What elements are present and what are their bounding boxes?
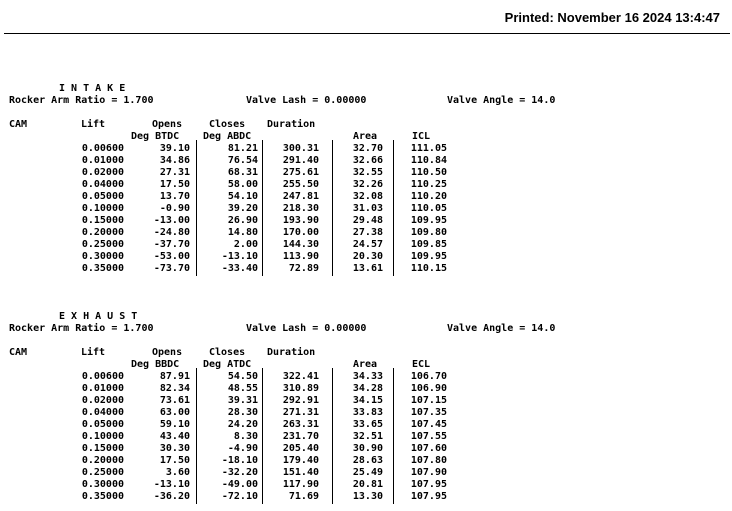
duration-cell: 170.00 <box>282 227 319 238</box>
closes-cell: 8.30 <box>233 431 258 442</box>
area-cell: 32.66 <box>352 155 383 166</box>
intake-col-closes-unit: Deg ABDC <box>203 131 252 142</box>
exhaust-col-closes: Closes <box>209 347 246 358</box>
area-cell: 32.70 <box>352 143 383 154</box>
duration-cell: 292.91 <box>282 395 319 406</box>
lift-cell: 0.01000 <box>81 383 124 394</box>
opens-cell: 87.91 <box>159 371 190 382</box>
lift-cell: 0.30000 <box>81 251 124 262</box>
opens-cell: -0.90 <box>159 203 190 214</box>
area-cell: 20.81 <box>352 479 383 490</box>
closes-cell: 24.20 <box>227 419 258 430</box>
centerline-cell: 110.20 <box>410 191 447 202</box>
exhaust-col-closes-unit: Deg ATDC <box>203 359 252 370</box>
centerline-cell: 106.70 <box>410 371 447 382</box>
duration-cell: 144.30 <box>282 239 319 250</box>
closes-cell: -4.90 <box>227 443 258 454</box>
opens-cell: 3.60 <box>165 467 190 478</box>
lift-cell: 0.10000 <box>81 203 124 214</box>
area-cell: 13.30 <box>352 491 383 502</box>
opens-cell: 34.86 <box>159 155 190 166</box>
closes-cell: 76.54 <box>227 155 258 166</box>
table-row <box>9 407 469 419</box>
closes-cell: -33.40 <box>221 263 258 274</box>
opens-cell: -24.80 <box>153 227 190 238</box>
closes-cell: 2.00 <box>233 239 258 250</box>
closes-cell: -13.10 <box>221 251 258 262</box>
duration-cell: 231.70 <box>282 431 319 442</box>
opens-cell: -53.00 <box>153 251 190 262</box>
opens-cell: 73.61 <box>159 395 190 406</box>
opens-cell: 63.00 <box>159 407 190 418</box>
table-row <box>9 251 469 263</box>
intake-title: I N T A K E <box>59 83 126 94</box>
closes-cell: 26.90 <box>227 215 258 226</box>
header-divider <box>4 33 730 34</box>
area-cell: 32.55 <box>352 167 383 178</box>
area-cell: 34.28 <box>352 383 383 394</box>
table-row <box>9 431 469 443</box>
exhaust-valve-angle: Valve Angle = 14.0 <box>447 323 556 334</box>
duration-cell: 271.31 <box>282 407 319 418</box>
area-cell: 32.51 <box>352 431 383 442</box>
closes-cell: -72.10 <box>221 491 258 502</box>
duration-cell: 310.89 <box>282 383 319 394</box>
table-row <box>9 227 469 239</box>
table-row <box>9 215 469 227</box>
area-cell: 25.49 <box>352 467 383 478</box>
table-row <box>9 263 469 275</box>
lift-cell: 0.10000 <box>81 431 124 442</box>
duration-cell: 263.31 <box>282 419 319 430</box>
centerline-cell: 110.50 <box>410 167 447 178</box>
opens-cell: 30.30 <box>159 443 190 454</box>
table-row <box>9 371 469 383</box>
closes-cell: 54.50 <box>227 371 258 382</box>
duration-cell: 275.61 <box>282 167 319 178</box>
lift-cell: 0.00600 <box>81 143 124 154</box>
centerline-cell: 107.95 <box>410 479 447 490</box>
lift-cell: 0.04000 <box>81 407 124 418</box>
lift-cell: 0.05000 <box>81 419 124 430</box>
centerline-cell: 109.85 <box>410 239 447 250</box>
intake-col-closes: Closes <box>209 119 246 130</box>
exhaust-section <box>9 311 719 511</box>
exhaust-col-lift: Lift <box>81 347 106 358</box>
area-cell: 33.83 <box>352 407 383 418</box>
printed-timestamp: Printed: November 16 2024 13:4:47 <box>504 10 720 25</box>
opens-cell: -36.20 <box>153 491 190 502</box>
duration-cell: 71.69 <box>288 491 319 502</box>
closes-cell: -18.10 <box>221 455 258 466</box>
duration-cell: 72.89 <box>288 263 319 274</box>
opens-cell: 59.10 <box>159 419 190 430</box>
table-row <box>9 467 469 479</box>
exhaust-title: E X H A U S T <box>59 311 138 322</box>
centerline-cell: 110.25 <box>410 179 447 190</box>
area-cell: 34.15 <box>352 395 383 406</box>
area-cell: 30.90 <box>352 443 383 454</box>
centerline-cell: 107.15 <box>410 395 447 406</box>
centerline-cell: 110.15 <box>410 263 447 274</box>
intake-col-area: Area <box>353 131 378 142</box>
table-row <box>9 395 469 407</box>
closes-cell: 14.80 <box>227 227 258 238</box>
lift-cell: 0.35000 <box>81 263 124 274</box>
closes-cell: 81.21 <box>227 143 258 154</box>
area-cell: 20.30 <box>352 251 383 262</box>
table-row <box>9 419 469 431</box>
lift-cell: 0.04000 <box>81 179 124 190</box>
duration-cell: 300.31 <box>282 143 319 154</box>
lift-cell: 0.30000 <box>81 479 124 490</box>
intake-col-duration: Duration <box>267 119 316 130</box>
lift-cell: 0.01000 <box>81 155 124 166</box>
opens-cell: -13.00 <box>153 215 190 226</box>
centerline-cell: 107.55 <box>410 431 447 442</box>
exhaust-col-duration: Duration <box>267 347 316 358</box>
lift-cell: 0.20000 <box>81 455 124 466</box>
table-row <box>9 155 469 167</box>
lift-cell: 0.25000 <box>81 239 124 250</box>
lift-cell: 0.02000 <box>81 167 124 178</box>
closes-cell: 54.10 <box>227 191 258 202</box>
duration-cell: 247.81 <box>282 191 319 202</box>
area-cell: 34.33 <box>352 371 383 382</box>
table-row <box>9 179 469 191</box>
centerline-cell: 111.05 <box>410 143 447 154</box>
intake-valve-lash: Valve Lash = 0.00000 <box>246 95 367 106</box>
area-cell: 13.61 <box>352 263 383 274</box>
opens-cell: 17.50 <box>159 455 190 466</box>
table-row <box>9 167 469 179</box>
intake-rows <box>9 143 469 275</box>
table-row <box>9 203 469 215</box>
duration-cell: 291.40 <box>282 155 319 166</box>
intake-valve-angle: Valve Angle = 14.0 <box>447 95 556 106</box>
lift-cell: 0.15000 <box>81 215 124 226</box>
opens-cell: 27.31 <box>159 167 190 178</box>
area-cell: 32.26 <box>352 179 383 190</box>
closes-cell: 58.00 <box>227 179 258 190</box>
opens-cell: -13.10 <box>153 479 190 490</box>
centerline-cell: 107.90 <box>410 467 447 478</box>
opens-cell: -73.70 <box>153 263 190 274</box>
duration-cell: 179.40 <box>282 455 319 466</box>
lift-cell: 0.05000 <box>81 191 124 202</box>
centerline-cell: 109.95 <box>410 215 447 226</box>
exhaust-col-opens: Opens <box>152 347 183 358</box>
centerline-cell: 109.95 <box>410 251 447 262</box>
lift-cell: 0.25000 <box>81 467 124 478</box>
table-row <box>9 383 469 395</box>
opens-cell: 39.10 <box>159 143 190 154</box>
intake-col-centerline: ICL <box>412 131 431 142</box>
lift-cell: 0.20000 <box>81 227 124 238</box>
intake-col-opens: Opens <box>152 119 183 130</box>
exhaust-col-area: Area <box>353 359 378 370</box>
lift-cell: 0.02000 <box>81 395 124 406</box>
centerline-cell: 107.80 <box>410 455 447 466</box>
duration-cell: 113.90 <box>282 251 319 262</box>
area-cell: 24.57 <box>352 239 383 250</box>
centerline-cell: 107.35 <box>410 407 447 418</box>
exhaust-col-centerline: ECL <box>412 359 431 370</box>
table-row <box>9 479 469 491</box>
opens-cell: 17.50 <box>159 179 190 190</box>
area-cell: 29.48 <box>352 215 383 226</box>
exhaust-col-cam: CAM <box>9 347 28 358</box>
lift-cell: 0.00600 <box>81 371 124 382</box>
duration-cell: 205.40 <box>282 443 319 454</box>
centerline-cell: 107.45 <box>410 419 447 430</box>
exhaust-rocker-ratio: Rocker Arm Ratio = 1.700 <box>9 323 154 334</box>
centerline-cell: 110.84 <box>410 155 447 166</box>
duration-cell: 151.40 <box>282 467 319 478</box>
centerline-cell: 107.60 <box>410 443 447 454</box>
area-cell: 33.65 <box>352 419 383 430</box>
centerline-cell: 110.05 <box>410 203 447 214</box>
closes-cell: -49.00 <box>221 479 258 490</box>
opens-cell: -37.70 <box>153 239 190 250</box>
intake-col-lift: Lift <box>81 119 106 130</box>
duration-cell: 193.90 <box>282 215 319 226</box>
area-cell: 32.08 <box>352 191 383 202</box>
exhaust-col-opens-unit: Deg BBDC <box>131 359 180 370</box>
duration-cell: 255.50 <box>282 179 319 190</box>
intake-col-opens-unit: Deg BTDC <box>131 131 180 142</box>
table-row <box>9 443 469 455</box>
exhaust-valve-lash: Valve Lash = 0.00000 <box>246 323 367 334</box>
intake-section <box>9 83 719 283</box>
centerline-cell: 107.95 <box>410 491 447 502</box>
closes-cell: 39.20 <box>227 203 258 214</box>
exhaust-rows <box>9 371 469 503</box>
opens-cell: 13.70 <box>159 191 190 202</box>
closes-cell: 48.55 <box>227 383 258 394</box>
table-row <box>9 455 469 467</box>
area-cell: 31.03 <box>352 203 383 214</box>
closes-cell: -32.20 <box>221 467 258 478</box>
table-row <box>9 191 469 203</box>
table-row <box>9 239 469 251</box>
table-row <box>9 143 469 155</box>
table-row <box>9 491 469 503</box>
closes-cell: 28.30 <box>227 407 258 418</box>
duration-cell: 117.90 <box>282 479 319 490</box>
intake-col-cam: CAM <box>9 119 28 130</box>
closes-cell: 68.31 <box>227 167 258 178</box>
lift-cell: 0.35000 <box>81 491 124 502</box>
opens-cell: 82.34 <box>159 383 190 394</box>
centerline-cell: 109.80 <box>410 227 447 238</box>
closes-cell: 39.31 <box>227 395 258 406</box>
centerline-cell: 106.90 <box>410 383 447 394</box>
intake-rocker-ratio: Rocker Arm Ratio = 1.700 <box>9 95 154 106</box>
area-cell: 28.63 <box>352 455 383 466</box>
duration-cell: 322.41 <box>282 371 319 382</box>
area-cell: 27.38 <box>352 227 383 238</box>
opens-cell: 43.40 <box>159 431 190 442</box>
lift-cell: 0.15000 <box>81 443 124 454</box>
duration-cell: 218.30 <box>282 203 319 214</box>
